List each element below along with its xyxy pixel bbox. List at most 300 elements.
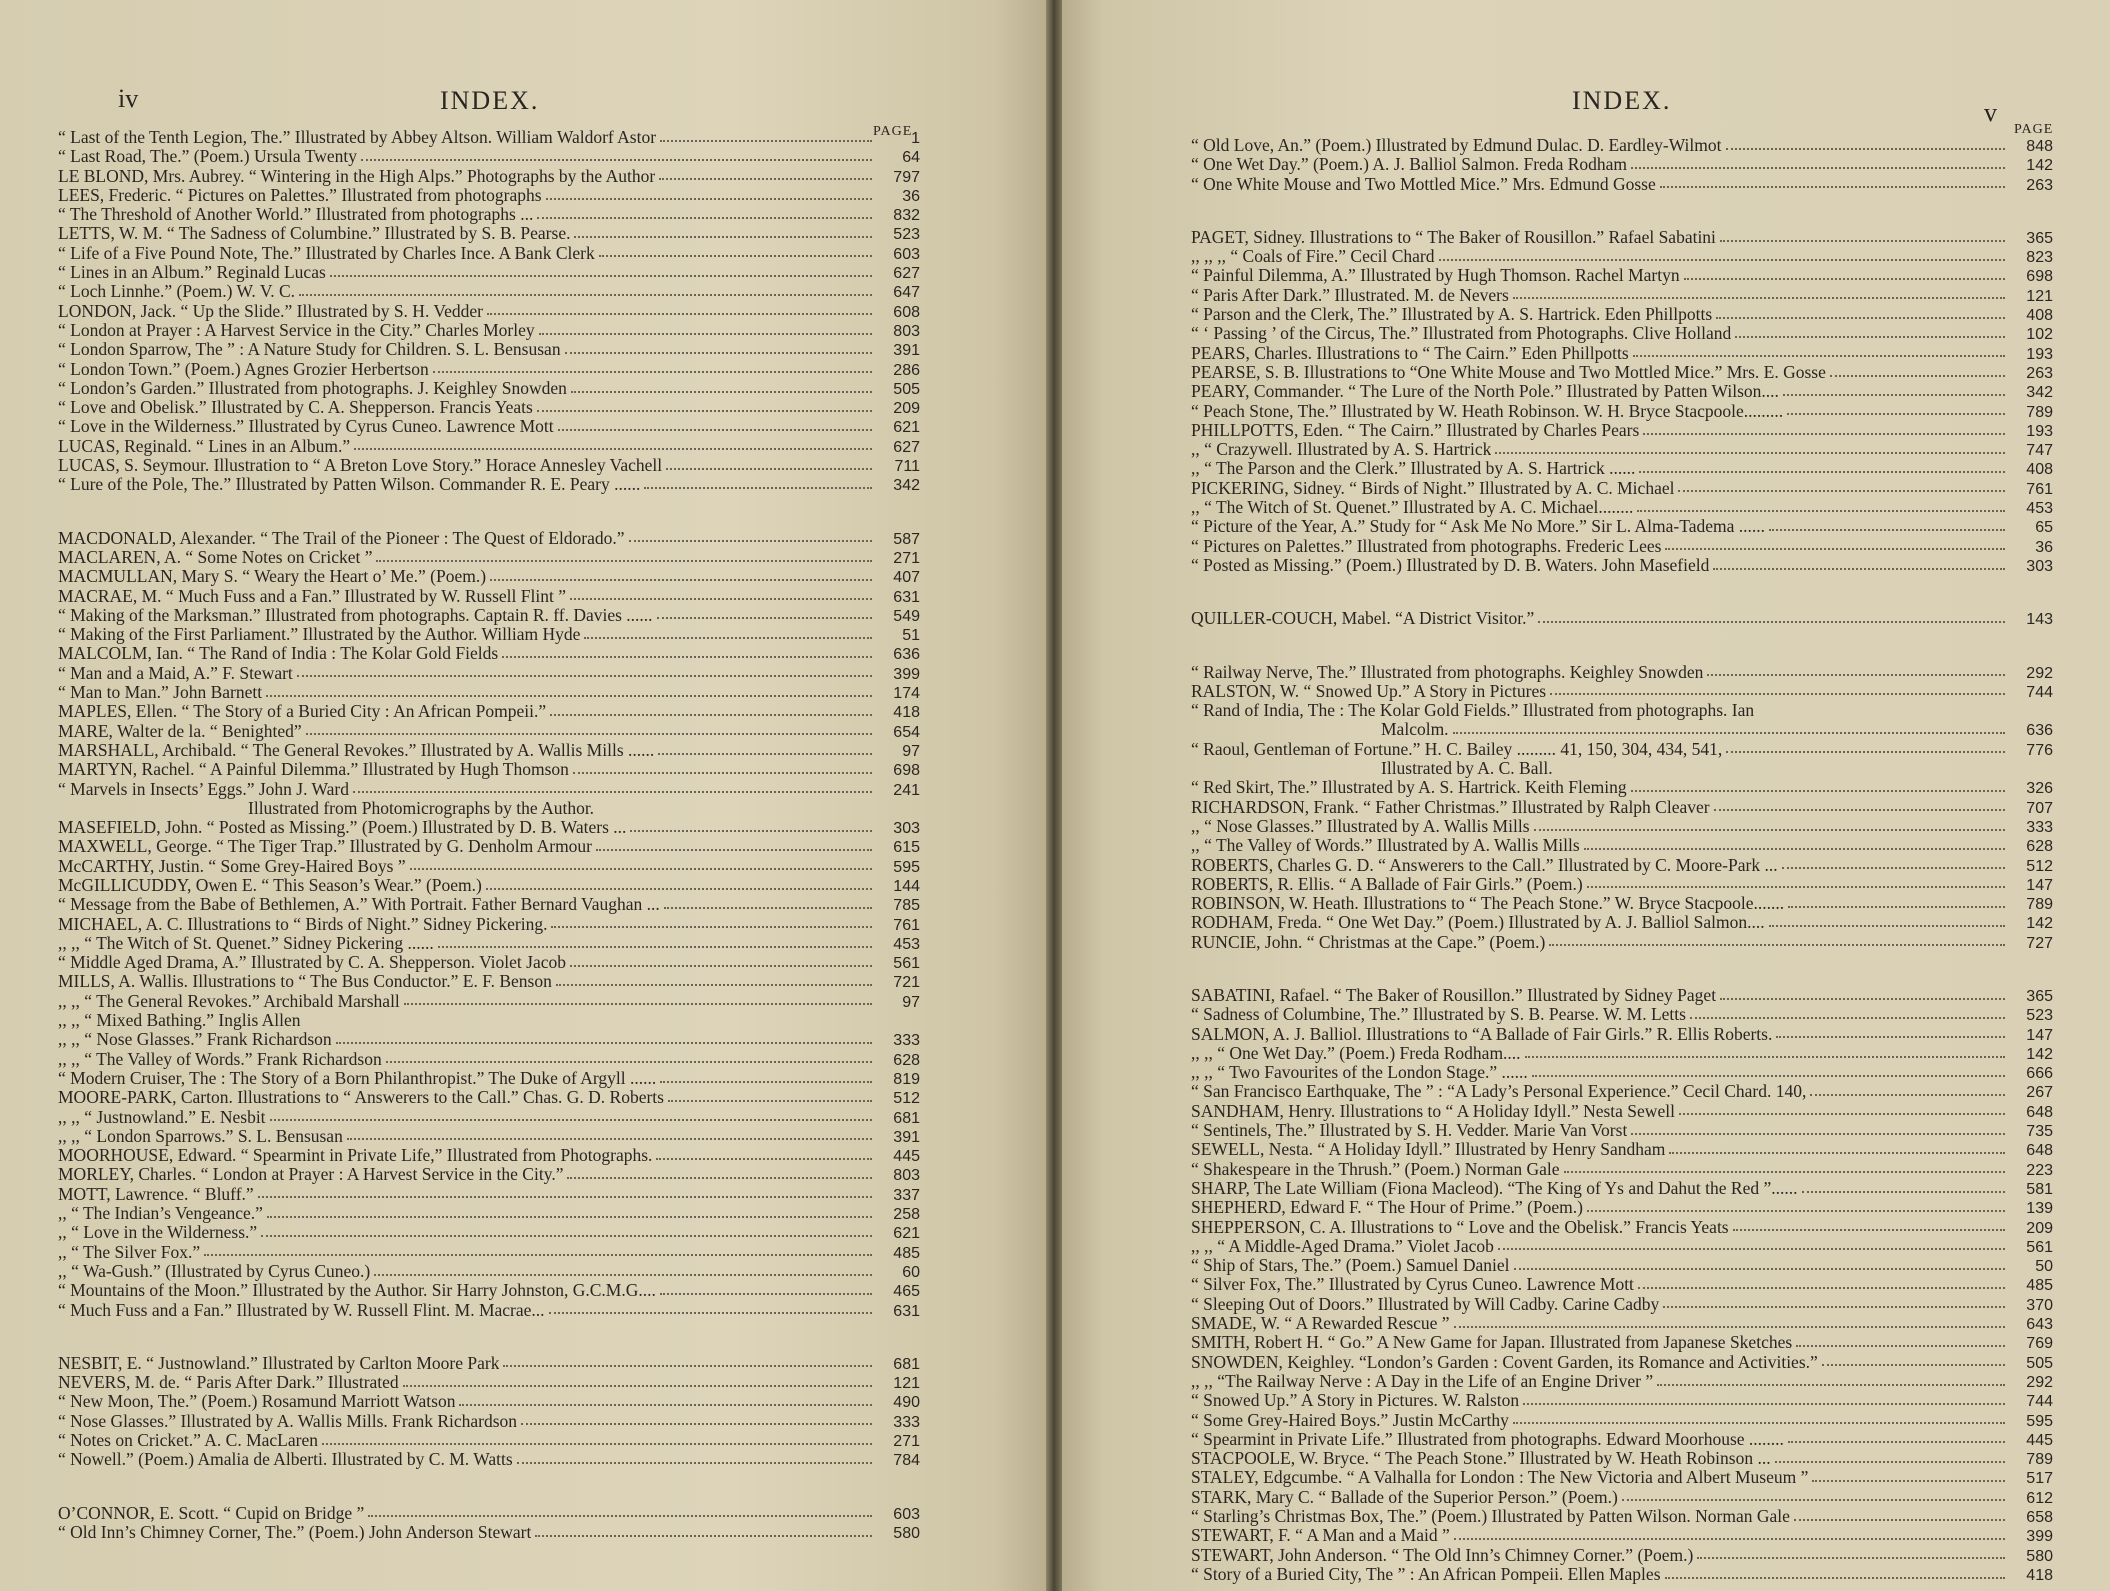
entry-page-number: 453 (2026, 500, 2053, 518)
dot-leader (299, 294, 872, 296)
entry-text: “ Nowell.” (Poem.) Amalia de Alberti. Illustrated by C. M. Watts (58, 1450, 513, 1470)
dot-leader (537, 410, 872, 412)
entry-page-number: 789 (2026, 403, 2053, 421)
entry-text: SEWELL, Nesta. “ A Holiday Idyll.” Illustrated by Henry Sandham (1191, 1140, 1666, 1160)
entry-text: “ Love and Obelisk.” Illustrated by C. A. Shepperson. Francis Yeats (58, 398, 533, 418)
entry-page-number: 505 (2026, 1354, 2053, 1372)
section-gap (1191, 575, 2053, 609)
entry-page-number: 143 (2026, 611, 2053, 629)
index-entry (58, 837, 920, 856)
dot-leader (433, 371, 872, 373)
entry-text: “ Nose Glasses.” Illustrated by A. Wallis Mills. Frank Richardson (58, 1411, 518, 1431)
index-entry (58, 934, 920, 953)
entry-page-number: 735 (2026, 1123, 2053, 1141)
entry-page-number: 147 (2026, 1026, 2053, 1044)
entry-text: “ Modern Cruiser, The : The Story of a Born Philanthropist.” The Duke of Argyll ...... (58, 1068, 657, 1088)
entry-text: “ Picture of the Year, A.” Study for “ Ask Me No More.” Sir L. Alma-Tadema ...... (1191, 517, 1766, 537)
index-entry (58, 722, 920, 741)
index-entry (58, 741, 920, 760)
entry-page-number: 465 (893, 1283, 920, 1301)
entry-text: ,, ,, “ A Middle-Aged Drama.” Violet Jacob (1191, 1236, 1494, 1256)
right-title: INDEX. (1572, 86, 1672, 115)
entry-page-number: 407 (893, 569, 920, 587)
dot-leader (1631, 1133, 2005, 1135)
dot-leader (347, 1138, 872, 1140)
entry-text: SHEPHERD, Edward F. “ The Hour of Prime.” (Poem.) (1191, 1198, 1583, 1218)
entry-text: “ Posted as Missing.” (Poem.) Illustrated by D. B. Waters. John Masefield (1191, 555, 1710, 575)
right-page-column-header: PAGE (2014, 122, 2054, 137)
dot-leader (404, 1003, 872, 1005)
entry-page-number: 370 (2026, 1296, 2053, 1314)
dot-leader (1584, 848, 2005, 850)
index-entry (1191, 1005, 2053, 1024)
entry-page-number: 581 (2026, 1180, 2053, 1198)
dot-leader (539, 333, 872, 335)
entry-page-number: 707 (2026, 799, 2053, 817)
dot-leader (261, 1235, 872, 1237)
entry-page-number: 333 (2026, 818, 2053, 836)
entry-text: “ Sleeping Out of Doors.” Illustrated by Will Cadby. Carine Cadby (1191, 1294, 1660, 1314)
entry-text: ,, “ Love in the Wilderness.” (58, 1223, 258, 1243)
entry-page-number: 399 (893, 665, 920, 683)
index-entry (58, 1412, 920, 1431)
index-entry (58, 244, 920, 263)
entry-page-number: 580 (2026, 1547, 2053, 1565)
index-entry (1191, 894, 2053, 913)
entry-page-number: 621 (893, 1225, 920, 1243)
index-entry (1191, 1565, 2053, 1584)
entry-page-number: 258 (893, 1206, 920, 1224)
entry-text: “ One White Mouse and Two Mottled Mice.” Mrs. Edmund Gosse (1191, 174, 1656, 194)
dot-leader (270, 1119, 872, 1121)
dot-leader (1726, 751, 2005, 753)
entry-page-number: 51 (902, 627, 920, 645)
entry-text: QUILLER-COUCH, Mabel. “A District Visitor.” (1191, 609, 1535, 629)
index-entry (58, 437, 920, 456)
entry-page-number: 727 (2026, 934, 2053, 952)
index-entry (1191, 856, 2053, 875)
left-page (0, 0, 1046, 1591)
entry-page-number: 603 (893, 245, 920, 263)
entry-page-number: 648 (2026, 1142, 2053, 1160)
entry-page-number: 97 (902, 742, 920, 760)
dot-leader (1810, 1094, 2005, 1096)
entry-page-number: 621 (893, 419, 920, 437)
index-entry (58, 548, 920, 567)
entry-page-number: 209 (2026, 1219, 2053, 1237)
entry-text: ,, “ Wa-Gush.” (Illustrated by Cyrus Cuneo.) (58, 1261, 371, 1281)
entry-text: “ Shakespeare in the Thrush.” (Poem.) Norman Gale (1191, 1159, 1560, 1179)
index-entry (1191, 402, 2053, 421)
dot-leader (1735, 336, 2005, 338)
entry-text: “ Starling’s Christmas Box, The.” (Poem.) Illustrated by Patten Wilson. Norman Gale (1191, 1507, 1790, 1526)
dot-leader (1643, 433, 2005, 435)
dot-leader (1514, 1268, 2005, 1270)
index-entry (58, 1011, 920, 1030)
index-entry (1191, 1488, 2053, 1507)
index-entry (58, 1504, 920, 1523)
index-entry (58, 128, 920, 147)
index-entry (1191, 136, 2053, 155)
index-entry (58, 664, 920, 683)
entry-page-number: 36 (2035, 538, 2053, 556)
dot-leader (1454, 1538, 2005, 1540)
index-entry (1191, 363, 2053, 382)
dot-leader (1525, 1056, 2005, 1058)
section-gap (1191, 629, 2053, 663)
entry-text: ,, “ The Witch of St. Quenet.” Illustrated by A. C. Michael........ (1191, 498, 1634, 518)
entry-page-number: 612 (2026, 1489, 2053, 1507)
entry-page-number: 326 (2026, 780, 2053, 798)
entry-text: ROBINSON, W. Heath. Illustrations to “ The Peach Stone.” W. Bryce Stacpoole....... (1191, 894, 1785, 914)
index-entry (1191, 1275, 2053, 1294)
entry-page-number: 102 (2026, 326, 2053, 344)
entry-text: ,, ,, “ The Valley of Words.” Frank Richardson (58, 1049, 382, 1069)
entry-text: “ San Francisco Earthquake, The ” : “A Lady’s Personal Experience.” Cecil Chard. 140, (1191, 1082, 1807, 1102)
index-entry (1191, 1333, 2053, 1352)
index-entry (1191, 663, 2053, 682)
dot-leader (660, 1293, 872, 1295)
index-entry (58, 1392, 920, 1411)
entry-page-number: 121 (893, 1375, 920, 1393)
entry-page-number: 658 (2026, 1509, 2053, 1526)
dot-leader (1707, 674, 2005, 676)
entry-text: “ One Wet Day.” (Poem.) A. J. Balliol Salmon. Freda Rodham (1191, 155, 1628, 175)
dot-leader (558, 429, 872, 431)
entry-page-number: 608 (893, 303, 920, 321)
index-entry (58, 915, 920, 934)
entry-page-number: 523 (2026, 1007, 2053, 1025)
entry-text: “ Paris After Dark.” Illustrated. M. de Nevers (1191, 285, 1509, 305)
index-entry (1191, 1082, 2053, 1101)
entry-text: PEARSE, S. B. Illustrations to “One White Mouse and Two Mottled Mice.” Mrs. E. Gosse (1191, 362, 1826, 382)
entry-text: “ Old Inn’s Chimney Corner, The.” (Poem.) John Anderson Stewart (58, 1522, 532, 1542)
dot-leader (1631, 167, 2005, 169)
dot-leader (573, 772, 872, 774)
index-entry (1191, 701, 2053, 720)
dot-leader (535, 1535, 872, 1537)
entry-text: MARE, Walter de la. “ Benighted” (58, 721, 302, 741)
dot-leader (1637, 510, 2005, 512)
entry-text: “ Sentinels, The.” Illustrated by S. H. Vedder. Marie Van Vorst (1191, 1121, 1628, 1141)
entry-page-number: 60 (902, 1263, 920, 1281)
entry-text: LE BLOND, Mrs. Aubrey. “ Wintering in the High Alps.” Photographs by the Author (58, 166, 656, 186)
index-entry (1191, 875, 2053, 894)
entry-page-number: 615 (893, 839, 920, 857)
dot-leader (1665, 1577, 2005, 1579)
entry-text: MARTYN, Rachel. “ A Painful Dilemma.” Illustrated by Hugh Thomson (58, 760, 569, 780)
index-entry (58, 1146, 920, 1165)
index-entry (1191, 1044, 2053, 1063)
index-entry (58, 340, 920, 359)
entry-text: MILLS, A. Wallis. Illustrations to “ The Bus Conductor.” E. F. Benson (58, 972, 552, 992)
section-gap (58, 1470, 920, 1504)
entry-text: MAXWELL, George. “ The Tiger Trap.” Illustrated by G. Denholm Armour (58, 837, 593, 857)
index-entry (58, 1127, 920, 1146)
entry-text: Illustrated from Photomicrographs by the Author. (248, 798, 595, 818)
index-entry (1191, 537, 2053, 556)
entry-text: PICKERING, Sidney. “ Birds of Night.” Illustrated by A. C. Michael (1191, 478, 1675, 498)
entry-text: LETTS, W. M. “ The Sadness of Columbine.” Illustrated by S. B. Pearse. (58, 224, 571, 244)
entry-page-number: 147 (2026, 876, 2053, 894)
index-entry (1191, 1256, 2053, 1275)
entry-text: MASEFIELD, John. “ Posted as Missing.” (Poem.) Illustrated by D. B. Waters ... (58, 818, 627, 838)
entry-page-number: 271 (893, 1433, 920, 1450)
index-entry (1191, 836, 2053, 855)
entry-text: “ Raoul, Gentleman of Fortune.” H. C. Bailey ......... 41, 150, 304, 434, 541, (1191, 739, 1723, 759)
dot-leader (570, 598, 872, 600)
dot-leader (1783, 394, 2005, 396)
index-entry (58, 205, 920, 224)
dot-leader (657, 617, 872, 619)
dot-leader (1534, 829, 2005, 831)
entry-page-number: 241 (893, 781, 920, 799)
entry-text: “ Some Grey-Haired Boys.” Justin McCarthy (1191, 1410, 1509, 1430)
index-entry (58, 1108, 920, 1127)
dot-leader (1631, 790, 2005, 792)
entry-text: “ Mountains of the Moon.” Illustrated by the Author. Sir Harry Johnston, G.C.M.G.... (58, 1281, 656, 1301)
entry-page-number: 648 (2026, 1103, 2053, 1121)
index-entry (1191, 740, 2053, 759)
index-entry (1191, 609, 2053, 628)
entry-page-number: 627 (893, 438, 920, 456)
entry-page-number: 698 (2026, 268, 2053, 286)
index-entry (1191, 440, 2053, 459)
right-page (1062, 0, 2110, 1591)
dot-leader (410, 868, 872, 870)
entry-text: “ Love in the Wilderness.” Illustrated by Cyrus Cuneo. Lawrence Mott (58, 417, 554, 437)
index-entry (1191, 1160, 2053, 1179)
entry-text: ,, “ Nose Glasses.” Illustrated by A. Wallis Mills (1191, 816, 1530, 836)
dot-leader (1775, 1461, 2005, 1463)
entry-text: “ Man to Man.” John Barnett (58, 683, 263, 703)
entry-text: NESBIT, E. “ Justnowland.” Illustrated by Carlton Moore Park (58, 1353, 500, 1373)
entry-page-number: 647 (893, 284, 920, 302)
entry-text: Illustrated by A. C. Ball. (1381, 759, 1553, 779)
dot-leader (599, 255, 872, 257)
entry-text: SMADE, W. “ A Rewarded Rescue ” (1191, 1314, 1450, 1334)
index-entry (1191, 759, 2053, 778)
entry-page-number: 797 (893, 168, 920, 186)
index-entry (1191, 1546, 2053, 1565)
index-entry (1191, 1372, 2053, 1391)
entry-text: “ Life of a Five Pound Note, The.” Illustrated by Charles Ince. A Bank Clerk (58, 243, 595, 263)
entry-page-number: 223 (2026, 1161, 2053, 1179)
index-entry (58, 953, 920, 972)
index-entry (1191, 556, 2053, 575)
entry-page-number: 142 (2026, 915, 2053, 933)
entry-page-number: 681 (893, 1109, 920, 1127)
entry-text: MOORHOUSE, Edward. “ Spearmint in Private Life,” Illustrated from Photographs. (58, 1146, 653, 1166)
dot-leader (1733, 1229, 2005, 1231)
index-entry (1191, 228, 2053, 247)
index-entry (1191, 1025, 2053, 1044)
entry-text: “ London Sparrow, The ” : A Nature Study for Children. S. L. Bensusan (58, 340, 561, 360)
index-entry (1191, 1468, 2053, 1487)
entry-page-number: 333 (893, 1413, 920, 1431)
dot-leader (1495, 452, 2005, 454)
dot-leader (1776, 1036, 2005, 1038)
dot-leader (596, 849, 872, 851)
entry-page-number: 64 (902, 149, 920, 167)
index-entry (58, 186, 920, 205)
index-entry (58, 992, 920, 1011)
entry-page-number: 681 (893, 1355, 920, 1373)
dot-leader (1622, 1499, 2005, 1501)
entry-text: MARSHALL, Archibald. “ The General Revokes.” Illustrated by A. Wallis Mills ...... (58, 740, 655, 760)
entry-text: “ Much Fuss and a Fan.” Illustrated by W. Russell Flint. M. Macrae... (58, 1300, 545, 1320)
dot-leader (644, 487, 872, 489)
entry-page-number: 408 (2026, 461, 2053, 479)
dot-leader (1714, 809, 2005, 811)
index-entry (1191, 324, 2053, 343)
entry-page-number: 721 (893, 974, 920, 992)
entry-page-number: 789 (2026, 1451, 2053, 1469)
entry-text: MAPLES, Ellen. “ The Story of a Buried City : An African Pompeii.” (58, 702, 547, 722)
entry-text: MOTT, Lawrence. “ Bluff.” (58, 1184, 254, 1204)
index-entry (1191, 798, 2053, 817)
entry-page-number: 418 (2026, 1566, 2053, 1584)
dot-leader (1657, 1384, 2005, 1386)
entry-text: “ Last of the Tenth Legion, The.” Illustrated by Abbey Altson. William Waldorf Astor (58, 128, 657, 147)
dot-leader (1665, 548, 2005, 550)
entry-page-number: 631 (893, 1302, 920, 1320)
entry-page-number: 303 (2026, 557, 2053, 575)
entry-page-number: 142 (2026, 157, 2053, 175)
entry-page-number: 517 (2026, 1470, 2053, 1488)
dot-leader (322, 1443, 872, 1445)
dot-leader (1769, 925, 2005, 927)
entry-page-number: 785 (893, 897, 920, 915)
dot-leader (1769, 529, 2005, 531)
entry-text: “ Red Skirt, The.” Illustrated by A. S. Hartrick. Keith Fleming (1191, 778, 1627, 798)
entry-text: RUNCIE, John. “ Christmas at the Cape.” (Poem.) (1191, 932, 1546, 952)
index-entry (58, 167, 920, 186)
entry-text: MACMULLAN, Mary S. “ Weary the Heart o’ Me.” (Poem.) (58, 567, 487, 587)
dot-leader (353, 791, 872, 793)
index-entry (58, 1450, 920, 1469)
entry-text: SABATINI, Rafael. “ The Baker of Rousillon.” Illustrated by Sidney Paget (1191, 985, 1717, 1005)
index-entry (58, 587, 920, 606)
entry-page-number: 832 (893, 207, 920, 225)
dot-leader (336, 1042, 872, 1044)
dot-leader (1550, 693, 2005, 695)
entry-text: ROBERTS, R. Ellis. “ A Ballade of Fair Girls.” (Poem.) (1191, 874, 1583, 894)
entry-text: O’CONNOR, E. Scott. “ Cupid on Bridge ” (58, 1503, 365, 1523)
dot-leader (567, 1177, 872, 1179)
entry-page-number: 485 (893, 1244, 920, 1262)
entry-text: “ Rand of India, The : The Kolar Gold Fields.” Illustrated from photographs. Ian (1191, 701, 1755, 721)
entry-page-number: 744 (2026, 683, 2053, 701)
entry-page-number: 292 (2026, 664, 2053, 682)
dot-leader (1538, 621, 2005, 623)
index-entry (1191, 305, 2053, 324)
entry-text: ,, ,, “ One Wet Day.” (Poem.) Freda Rodham.... (1191, 1043, 1521, 1063)
entry-text: “ London’s Garden.” Illustrated from photographs. J. Keighley Snowden (58, 378, 567, 398)
index-entry (58, 857, 920, 876)
entry-page-number: 65 (2035, 519, 2053, 537)
entry-text: ,, ,, “ London Sparrows.” S. L. Bensusan (58, 1126, 343, 1146)
index-entry (58, 1030, 920, 1049)
index-entry (58, 1185, 920, 1204)
entry-page-number: 142 (2026, 1045, 2053, 1063)
dot-leader (502, 656, 872, 658)
dot-leader (584, 637, 872, 639)
entry-text: PEARS, Charles. Illustrations to “ The Cairn.” Eden Phillpotts (1191, 343, 1629, 363)
index-entry (1191, 247, 2053, 266)
entry-text: “ Loch Linnhe.” (Poem.) W. V. C. (58, 282, 296, 302)
entry-page-number: 267 (2026, 1084, 2053, 1102)
section-gap (58, 495, 920, 529)
entry-text: “ New Moon, The.” (Poem.) Rosamund Marriott Watson (58, 1392, 456, 1412)
entry-page-number: 445 (893, 1148, 920, 1166)
dot-leader (1669, 1152, 2005, 1154)
entry-page-number: 174 (893, 685, 920, 703)
dot-leader (571, 391, 872, 393)
entry-page-number: 643 (2026, 1316, 2053, 1334)
book-gutter (1046, 0, 1062, 1591)
entry-text: “ Making of the First Parliament.” Illustrated by the Author. William Hyde (58, 625, 581, 645)
entry-page-number: 603 (893, 1505, 920, 1523)
entry-text: “ Pictures on Palettes.” Illustrated from photographs. Frederic Lees (1191, 536, 1662, 556)
entry-text: LEES, Frederic. “ Pictures on Palettes.” Illustrated from photographs (58, 185, 542, 205)
dot-leader (1638, 1287, 2005, 1289)
entry-page-number: 453 (893, 935, 920, 953)
index-entry (58, 456, 920, 475)
entry-text: RICHARDSON, Frank. “ Father Christmas.” Illustrated by Ralph Cleaver (1191, 797, 1710, 817)
entry-page-number: 209 (893, 400, 920, 418)
entry-text: “ London at Prayer : A Harvest Service in the City.” Charles Morley (58, 320, 535, 340)
entry-text: “ Man and a Maid, A.” F. Stewart (58, 663, 293, 683)
entry-text: MICHAEL, A. C. Illustrations to “ Birds of Night.” Sidney Pickering. (58, 914, 548, 934)
index-entry (1191, 913, 2053, 932)
entry-text: “ Lines in an Album.” Reginald Lucas (58, 263, 326, 283)
index-entry (58, 1523, 920, 1542)
entry-page-number: 505 (893, 380, 920, 398)
entry-text: ,, ,, “ Nose Glasses.” Frank Richardson (58, 1030, 332, 1050)
entry-text: MOORE-PARK, Carton. Illustrations to “ Answerers to the Call.” Chas. G. D. Roberts (58, 1088, 664, 1108)
index-entry (1191, 720, 2053, 739)
dot-leader (1716, 317, 2005, 319)
index-entry (1191, 421, 2053, 440)
dot-leader (297, 675, 872, 677)
entry-page-number: 789 (2026, 896, 2053, 914)
dot-leader (438, 946, 872, 948)
dot-leader (1788, 1441, 2005, 1443)
entry-page-number: 803 (893, 1167, 920, 1185)
entry-page-number: 193 (2026, 422, 2053, 440)
entry-text: ,, ,, “ Two Favourites of the London Stage.” ...... (1191, 1063, 1528, 1083)
dot-leader (1663, 1306, 2005, 1308)
entry-page-number: 631 (893, 588, 920, 606)
dot-leader (1679, 1113, 2005, 1115)
entry-text: ,, ,, ,, “ Coals of Fire.” Cecil Chard (1191, 247, 1435, 267)
index-entry (58, 1243, 920, 1262)
dot-leader (658, 753, 872, 755)
entry-page-number: 271 (893, 549, 920, 567)
index-entry (58, 1281, 920, 1300)
entry-text: ,, ,, “ The Witch of St. Quenet.” Sidney Pickering ...... (58, 933, 434, 953)
index-entry (58, 1204, 920, 1223)
entry-text: RODHAM, Freda. “ One Wet Day.” (Poem.) Illustrated by A. J. Balliol Salmon.... (1191, 913, 1765, 933)
index-entry (1191, 517, 2053, 536)
index-entry (1191, 778, 2053, 797)
entry-page-number: 286 (893, 361, 920, 379)
index-entry (58, 799, 920, 818)
right-index-entries (1191, 136, 2053, 1584)
index-entry (58, 644, 920, 663)
section-gap (58, 1320, 920, 1354)
